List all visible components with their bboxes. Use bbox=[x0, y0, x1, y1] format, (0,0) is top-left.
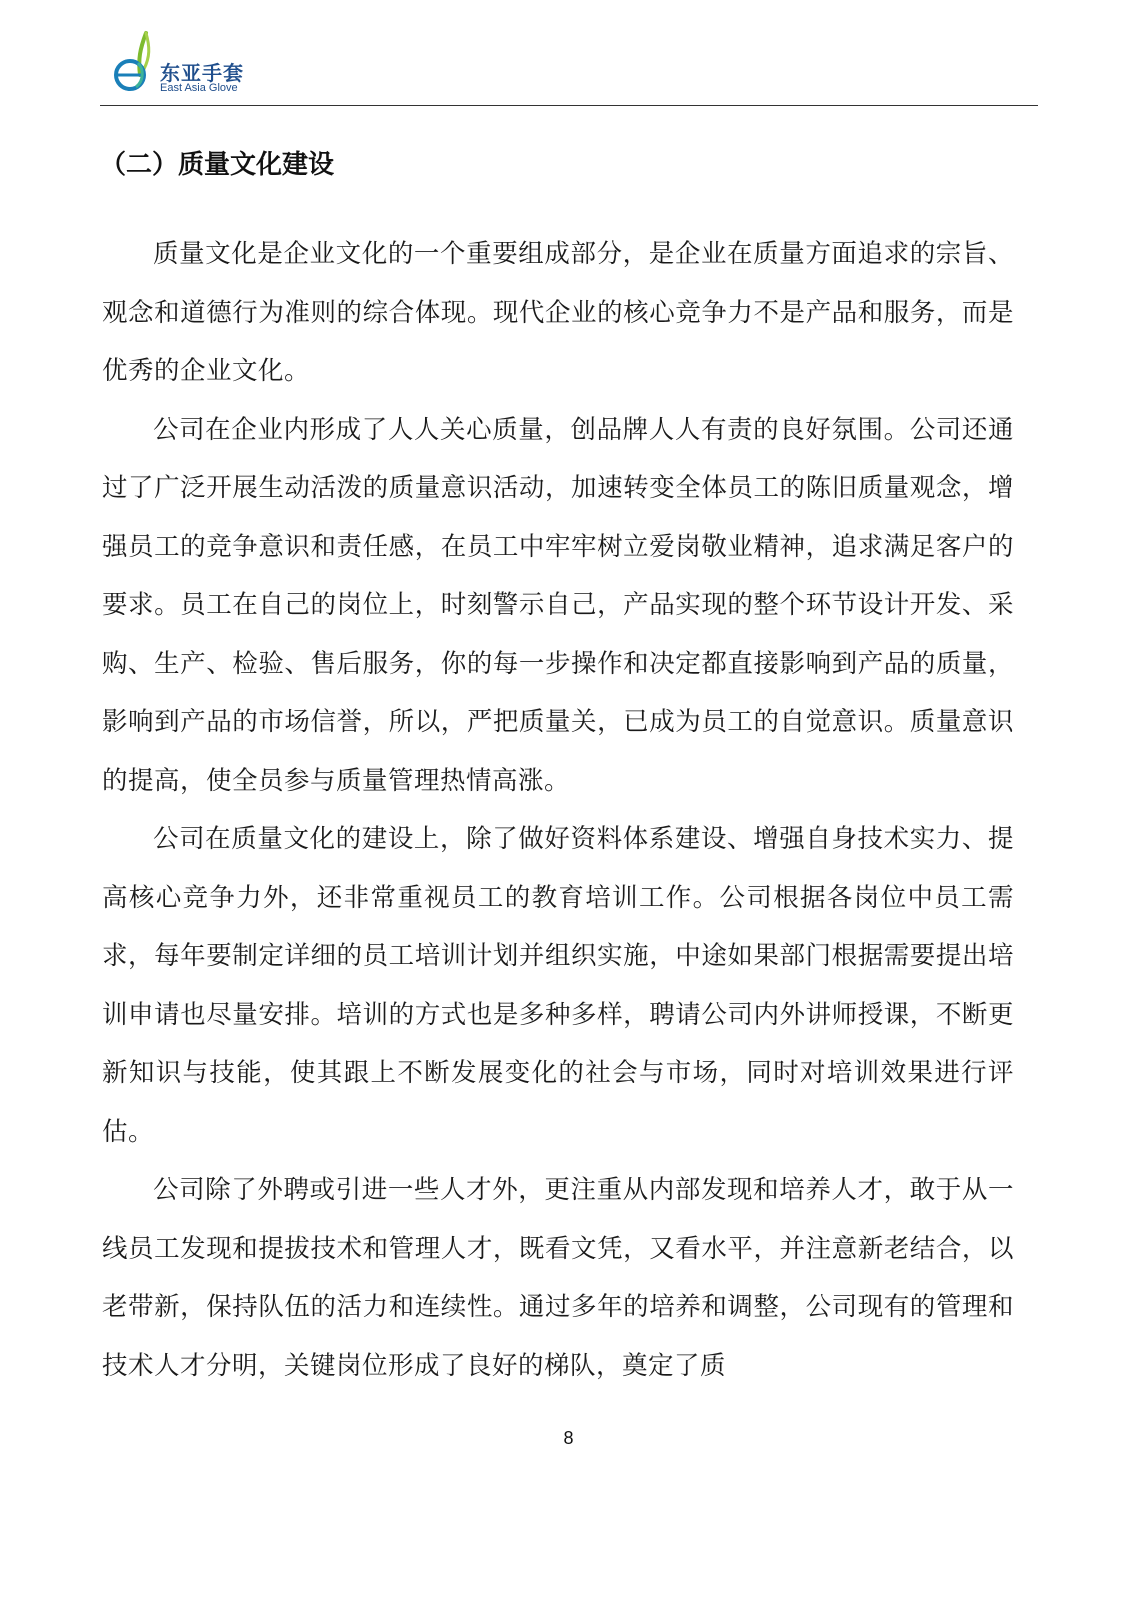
paragraph: 公司在质量文化的建设上，除了做好资料体系建设、增强自身技术实力、提高核心竞争力外，还非常重视员工的教育培训工作。公司根据各岗位中员工需求，每年要制定详细的员工培训计划并组织实施，中途如果部门根据需要提出培训申请也尽量安排。培训的方式也是多种多样，聘请公司内外讲师授课，不断更新知识与技能，使其跟上不断发展变化的社会与市场，同时对培训效果进行评估。 bbox=[102, 824, 1014, 1147]
paragraph: 公司除了外聘或引进一些人才外，更注重从内部发现和培养人才，敢于从一线员工发现和提拔技术和管理人才，既看文凭，又看水平，并注意新老结合，以老带新，保持队伍的活力和连续性。通过多年的培养和调整，公司现有的管理和技术人才分明，关键岗位形成了良好的梯队，奠定了质 bbox=[102, 1175, 1014, 1381]
section-title: （二）质量文化建设 bbox=[100, 150, 335, 180]
logo-chinese-name: 东亚手套 bbox=[160, 61, 244, 85]
paragraph: 质量文化是企业文化的一个重要组成部分，是企业在质量方面追求的宗旨、观念和道德行为准则的综合体现。现代企业的核心竞争力不是产品和服务，而是优秀的企业文化。 bbox=[102, 239, 1014, 386]
page-number: 8 bbox=[563, 1428, 574, 1448]
logo-english-name: East Asia Glove bbox=[160, 82, 238, 94]
company-logo bbox=[110, 29, 310, 99]
paragraph: 公司在企业内形成了人人关心质量，创品牌人人有责的良好氛围。公司还通过了广泛开展生动活泼的质量意识活动，加速转变全体员工的陈旧质量观念，增强员工的竞争意识和责任感，在员工中牢牢树立爱岗敬业精神，追求满足客户的要求。员工在自己的岗位上，时刻警示自己，产品实现的整个环节设计开发、采购、生产、检验、售后服务，你的每一步操作和决定都直接影响到产品的质量，影响到产品的市场信誉，所以，严把质量关，已成为员工的自觉意识。质量意识的提高，使全员参与质量管理热情高涨。 bbox=[102, 414, 1014, 796]
leaf-drop-logo-icon bbox=[110, 29, 160, 99]
page-header bbox=[100, 25, 1038, 106]
body-text bbox=[102, 225, 1014, 1395]
